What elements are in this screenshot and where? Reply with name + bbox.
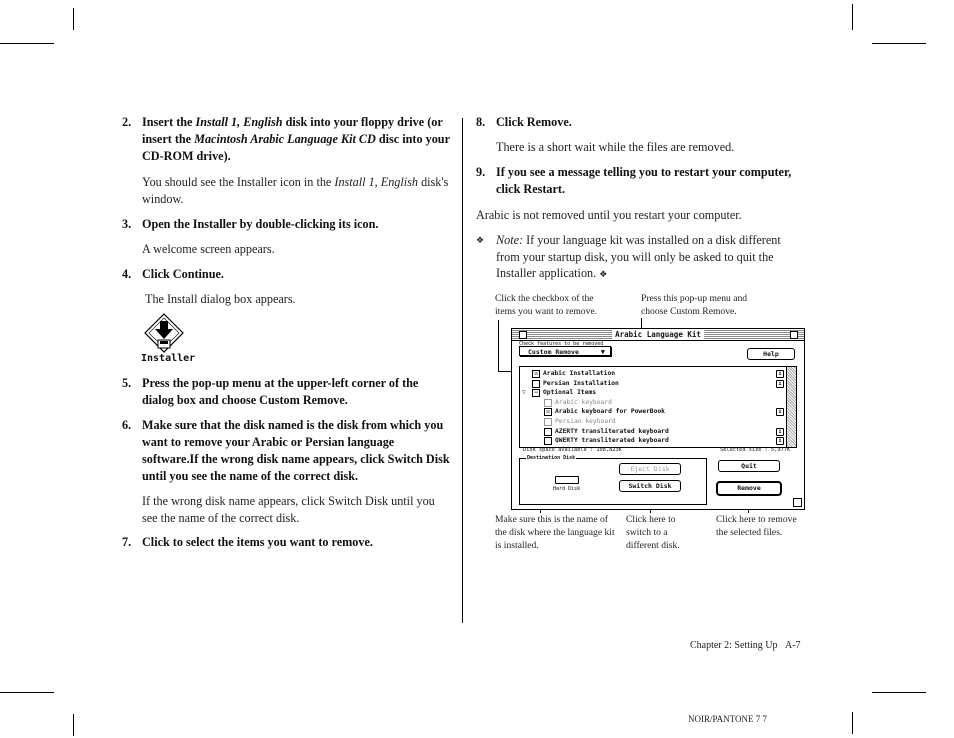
cd-name-italic: Macintosh Arabic Language Kit CD <box>194 132 376 146</box>
item-checkbox[interactable] <box>544 428 552 436</box>
destination-disk-label: Destination Disk <box>527 455 576 461</box>
page-number: A-7 <box>785 640 801 651</box>
help-button[interactable]: Help <box>747 348 795 360</box>
step-number: 7. <box>122 535 132 549</box>
item-checkbox[interactable]: ☒ <box>544 408 552 416</box>
popup-arrow-icon: ▼ <box>600 348 605 356</box>
step-number: 8. <box>476 115 486 129</box>
destination-disk-group <box>519 455 707 505</box>
step-2-body <box>122 174 452 207</box>
callout-remove: Click here to remove the selected files. <box>716 514 797 538</box>
disk-name-italic: Install 1, English <box>195 115 283 129</box>
step-number: 9. <box>476 164 486 179</box>
step-5 <box>122 375 452 409</box>
step-number: 6. <box>122 418 132 432</box>
item-label: QWERTY transliterated keyboard <box>555 437 669 445</box>
info-icon[interactable]: i <box>776 408 784 416</box>
item-label: Persian Installation <box>543 379 619 387</box>
note-text: If your language kit was installed on a disk different from your startup disk, you will only be asked to quit the Installer application. <box>496 233 781 280</box>
switch-disk-button[interactable]: Switch Disk <box>619 480 681 492</box>
step-text: Click Continue. <box>142 266 224 281</box>
disk-name: Hard Disk <box>553 486 581 492</box>
list-item[interactable] <box>520 388 796 397</box>
column-divider <box>462 118 463 623</box>
check-features-label: Check features to be removed <box>519 341 604 347</box>
dialog-title: Arabic Language Kit <box>612 329 704 340</box>
list-item[interactable] <box>520 407 796 416</box>
custom-remove-popup[interactable] <box>519 346 611 356</box>
step-text: If you see a message telling you to restart your computer, click Restart. <box>496 164 792 196</box>
item-checkbox[interactable] <box>544 418 552 426</box>
feature-list <box>519 366 797 448</box>
installer-icon-label: Installer <box>141 353 196 364</box>
restart-note: Arabic is not removed until you restart your computer. <box>476 207 742 222</box>
step-4 <box>122 266 452 283</box>
info-icon[interactable]: i <box>776 428 784 436</box>
close-box-icon[interactable] <box>519 331 527 339</box>
list-item[interactable] <box>520 427 796 436</box>
right-column <box>476 114 806 283</box>
item-label: Persian keyboard <box>555 418 616 425</box>
step-8 <box>476 114 806 131</box>
item-checkbox[interactable] <box>544 437 552 445</box>
quit-button[interactable]: Quit <box>718 460 780 472</box>
item-label: AZERTY transliterated keyboard <box>555 427 669 435</box>
note-end-icon: ❖ <box>599 269 608 279</box>
crop-mark <box>852 712 853 734</box>
note-bullet-icon: ❖ <box>476 235 485 245</box>
step-number: 3. <box>122 217 132 231</box>
crop-mark <box>73 8 74 30</box>
step-8-body: There is a short wait while the files are removed. <box>496 140 735 154</box>
crop-mark <box>0 692 54 693</box>
eject-disk-button[interactable]: Eject Disk <box>619 463 681 475</box>
note-paragraph <box>476 232 806 283</box>
installer-icon-area <box>122 313 452 367</box>
item-checkbox[interactable] <box>532 380 540 388</box>
step-text: Open the Installer by double-clicking its icon. <box>142 217 379 231</box>
leader-line <box>498 320 499 372</box>
disclosure-triangle-icon[interactable]: ▽ <box>522 389 526 397</box>
left-column <box>122 114 452 551</box>
item-checkbox[interactable] <box>544 399 552 407</box>
list-item[interactable] <box>520 379 796 388</box>
info-icon[interactable]: i <box>776 437 784 445</box>
step-6 <box>122 417 452 485</box>
crop-mark <box>852 4 853 30</box>
crop-mark <box>73 714 74 736</box>
info-icon[interactable]: i <box>776 370 784 378</box>
item-label: Arabic Installation <box>543 370 616 377</box>
step-text: Click to select the items you want to remove. <box>142 535 373 549</box>
step-text: Insert the <box>142 115 196 129</box>
remove-button[interactable]: Remove <box>716 481 782 496</box>
list-item[interactable] <box>520 417 796 426</box>
item-checkbox[interactable]: ☒ <box>532 370 540 378</box>
step-2 <box>122 114 452 165</box>
callout-disk: Make sure this is the name of the disk where the language kit is installed. <box>495 514 615 551</box>
step-text: Make sure that the disk named is the disk from which you want to remove your Arabic or Persian language software.If the wrong disk name appears, click Switch Disk until you see the name of the correct disk. <box>142 418 450 483</box>
item-label: Arabic keyboard <box>555 398 612 406</box>
crop-mark <box>872 692 926 693</box>
crop-mark <box>0 43 54 44</box>
hard-disk-icon <box>555 476 579 484</box>
selected-size: Selected size : 5,977K <box>720 447 791 453</box>
running-footer <box>690 640 801 651</box>
item-label: Arabic keyboard for PowerBook <box>555 408 665 416</box>
zoom-box-icon[interactable] <box>790 331 798 339</box>
info-icon[interactable]: i <box>776 380 784 388</box>
press-mark: NOIR/PANTONE 7 7 <box>688 714 768 724</box>
step-6-body: If the wrong disk name appears, click Switch Disk until you see the name of the correct disk. <box>142 494 435 525</box>
step-text: Press the pop-up menu at the upper-left corner of the dialog box and choose Custom Remove. <box>142 376 419 407</box>
callout-checkbox: Click the checkbox of the items you want to remove. <box>495 293 598 317</box>
list-item[interactable] <box>520 436 796 445</box>
step-3-body: A welcome screen appears. <box>142 242 275 256</box>
step-4-body: The Install dialog box appears. <box>145 291 296 306</box>
installer-icon <box>144 313 184 353</box>
chapter-title: Chapter 2: Setting Up <box>690 640 778 651</box>
step-number: 5. <box>122 376 132 390</box>
item-checkbox[interactable]: − <box>532 389 540 397</box>
step-text: disc into your CD-ROM drive). <box>142 132 450 163</box>
crop-mark <box>872 43 926 44</box>
grow-box-icon[interactable] <box>793 498 802 507</box>
step-3 <box>122 216 452 233</box>
step-number: 4. <box>122 266 132 281</box>
disk-space-available: Disk space available : 108,823K <box>523 447 622 453</box>
callout-popup: Press this pop-up menu and choose Custom Remove. <box>641 293 748 317</box>
step-number: 2. <box>122 115 132 129</box>
body-text: disk's window. <box>142 175 449 206</box>
step-7 <box>122 534 452 551</box>
step-9 <box>476 164 806 198</box>
popup-value: Custom Remove <box>528 348 579 356</box>
callout-switch: Click here to switch to a different disk. <box>626 514 680 551</box>
body-text: You should see the Installer icon in the <box>142 175 335 189</box>
list-item[interactable] <box>520 398 796 407</box>
list-item[interactable] <box>520 369 796 378</box>
dialog-titlebar[interactable] <box>512 329 804 341</box>
item-label: Optional Items <box>543 389 597 397</box>
step-text: disk into your floppy drive (or insert the <box>142 115 443 146</box>
step-text: Click Remove. <box>496 115 572 129</box>
list-scrollbar[interactable] <box>786 367 796 447</box>
disk-name-italic: Install 1, English <box>334 175 419 189</box>
note-label: Note: <box>496 233 524 247</box>
installer-dialog <box>511 328 805 510</box>
